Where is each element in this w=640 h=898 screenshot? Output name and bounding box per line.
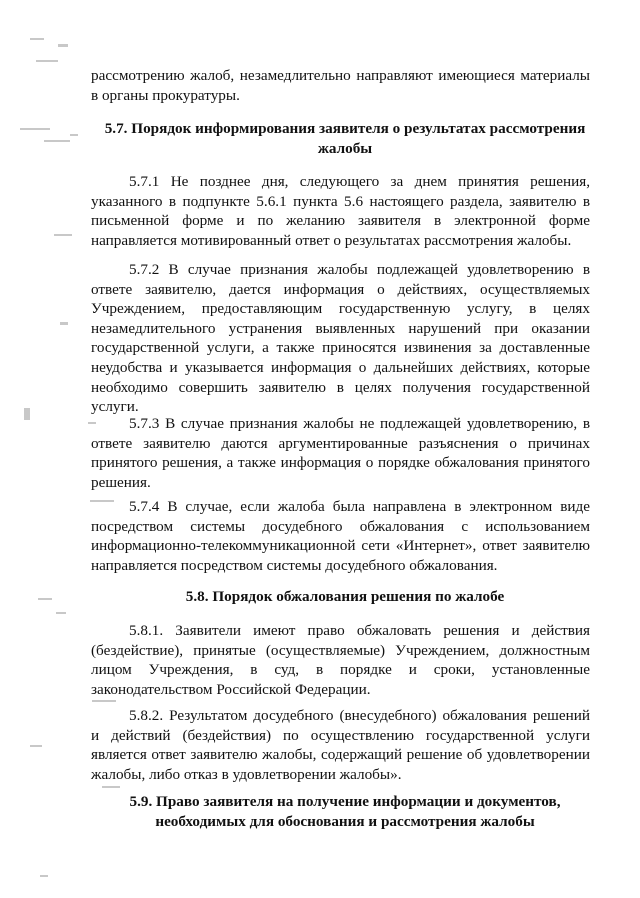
intro-paragraph: рассмотрению жалоб, незамедлительно направляют имеющиеся материалы в органы прокуратуры. bbox=[91, 67, 590, 104]
paragraph-5-8-2: 5.8.2. Результатом досудебного (внесудебного) обжалования решений и действий (бездействия) по осуществлению государственной услуги является ответ заявителю жалобы, содержащий решение об удовлетворении жалобы, либо отказ в удовлетворении жалобы». bbox=[91, 707, 590, 783]
section-5-7-heading: 5.7. Порядок информирования заявителя о результатах рассмотрения жалобы bbox=[104, 120, 586, 157]
paragraph-5-7-4: 5.7.4 В случае, если жалоба была направлена в электронном виде посредством системы досудебного обжалования с использованием информационно-телекоммуникационной сети «Интернет», ответ заявителю направляется посредством системы досудебного обжалования. bbox=[91, 498, 590, 574]
section-5-9-heading: 5.9. Право заявителя на получение информации и документов, необходимых для обоснования и рассмотрения жалобы bbox=[129, 793, 561, 830]
paragraph-5-7-2: 5.7.2 В случае признания жалобы подлежащей удовлетворению в ответе заявителю, дается информация о действиях, осуществляемых Учреждением, предоставляющим государственную услугу, в целях незамедлительного устранения выявленных нарушений при оказании государственной услуги, а также приносятся извинения за доставленные неудобства и указывается информация о дальнейших действиях, которые необходимо совершить заявителю в целях получения государственной услуги. bbox=[91, 261, 590, 416]
section-5-8-heading: 5.8. Порядок обжалования решения по жалобе bbox=[185, 588, 505, 605]
paragraph-5-8-1: 5.8.1. Заявители имеют право обжаловать решения и действия (бездействие), принятые (осуществляемые) Учреждением, должностным лицом Учреждения, в суд, в порядке и сроки, установленные законодательством Российской Федерации. bbox=[91, 622, 590, 698]
paragraph-5-7-1: 5.7.1 Не позднее дня, следующего за днем принятия решения, указанного в подпункте 5.6.1 пункта 5.6 настоящего раздела, заявителю в письменной форме и по желанию заявителя в электронной форме направляется мотивированный ответ о результатах рассмотрения жалобы. bbox=[91, 173, 590, 249]
paragraph-5-7-3: 5.7.3 В случае признания жалобы не подлежащей удовлетворению, в ответе заявителю даются аргументированные разъяснения о причинах принятого решения, а также информация о порядке обжалования принятого решения. bbox=[91, 415, 590, 491]
